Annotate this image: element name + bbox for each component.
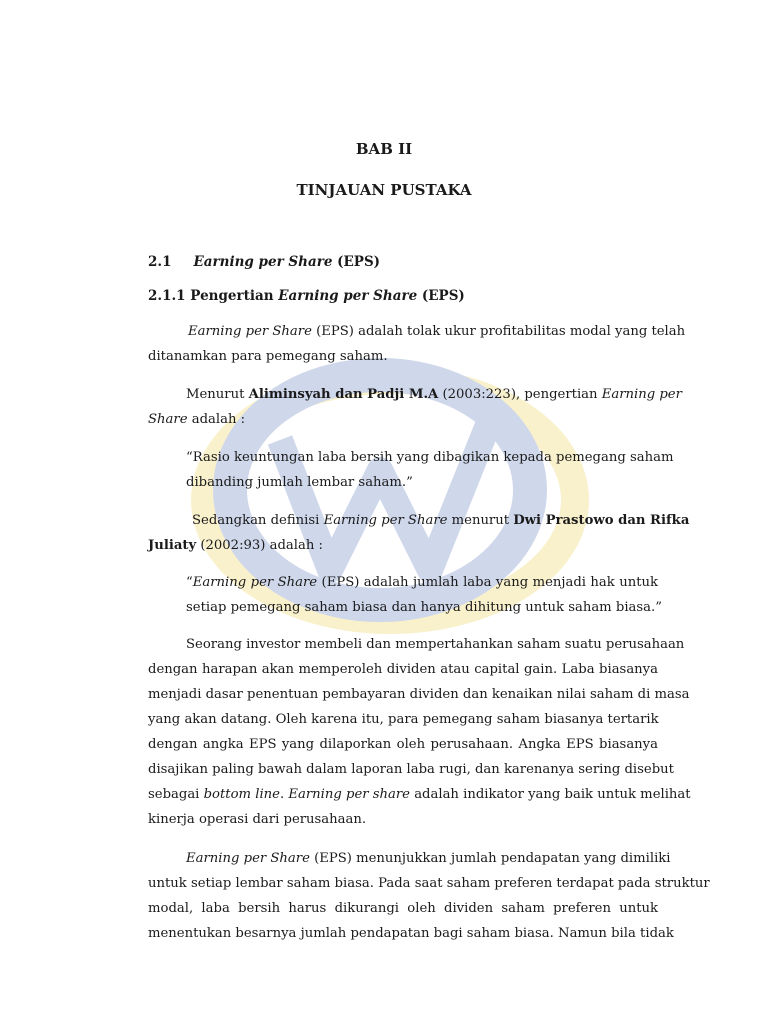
paragraph-1: Earning per Share (EPS) adalah tolak ukur profitabilitas modal yang telah ditanamkan para pemegang saham. [148,324,686,364]
subsection-prefix: 2.1.1 Pengertian [148,288,274,304]
p3-authors: Dwi Prastowo dan Rifka [513,513,690,528]
chapter-subtitle: TINJAUAN PUSTAKA [296,181,472,199]
section-number: 2.1 [148,254,172,270]
paragraph-2: Menurut Aliminsyah dan Padji M.A (2003:223), pengertian Earning per Share adalah : [148,387,682,427]
p2-authors: Aliminsyah dan Padji M.A [248,387,439,402]
subsection-abbr: (EPS) [421,288,465,304]
chapter-title: BAB II [355,140,413,158]
paragraph-4: Seorang investor membeli dan mempertahankan saham suatu perusahaan dengan harapan akan memperoleh dividen atau capital gain. Laba biasanya menjadi dasar penentuan pembayaran dividen dan kenaikan nilai saham di masa yang akan datang. Oleh karena itu, para pemegang saham biasanya tertarik dengan angka EPS yang dilaporkan oleh perusahaan. Angka EPS biasanya disajikan paling bawah dalam laporan laba rugi, dan karenanya sering disebut sebagai bottom line. Earning per share adalah indikator yang baik untuk melihat kinerja operasi dari perusahaan. [148,637,691,827]
paragraph-3: Sedangkan definisi Earning per Share menurut Dwi Prastowo dan Rifka Juliaty (2002:93) adalah : [148,513,690,553]
section-abbr: (EPS) [337,254,381,270]
subsection-heading [148,288,465,304]
quote-2: “Earning per Share (EPS) adalah jumlah laba yang menjadi hak untuk setiap pemegang saham biasa dan hanya dihitung untuk saham biasa.” [186,575,662,615]
p1-term: Earning per Share [188,324,312,339]
quote-1: “Rasio keuntungan laba bersih yang dibagikan kepada pemegang saham dibanding jumlah lembar saham.” [186,450,674,490]
paragraph-5: Earning per Share (EPS) menunjukkan jumlah pendapatan yang dimiliki untuk setiap lembar saham biasa. Pada saat saham preferen terdapat pada struktur modal, laba bersih harus dikurangi oleh dividen saham preferen untuk menentukan besarnya jumlah pendapatan bagi saham biasa. Namun bila tidak [148,851,710,941]
subsection-term: Earning per Share [278,288,418,304]
section-term: Earning per Share [193,254,333,270]
section-heading [148,254,380,270]
